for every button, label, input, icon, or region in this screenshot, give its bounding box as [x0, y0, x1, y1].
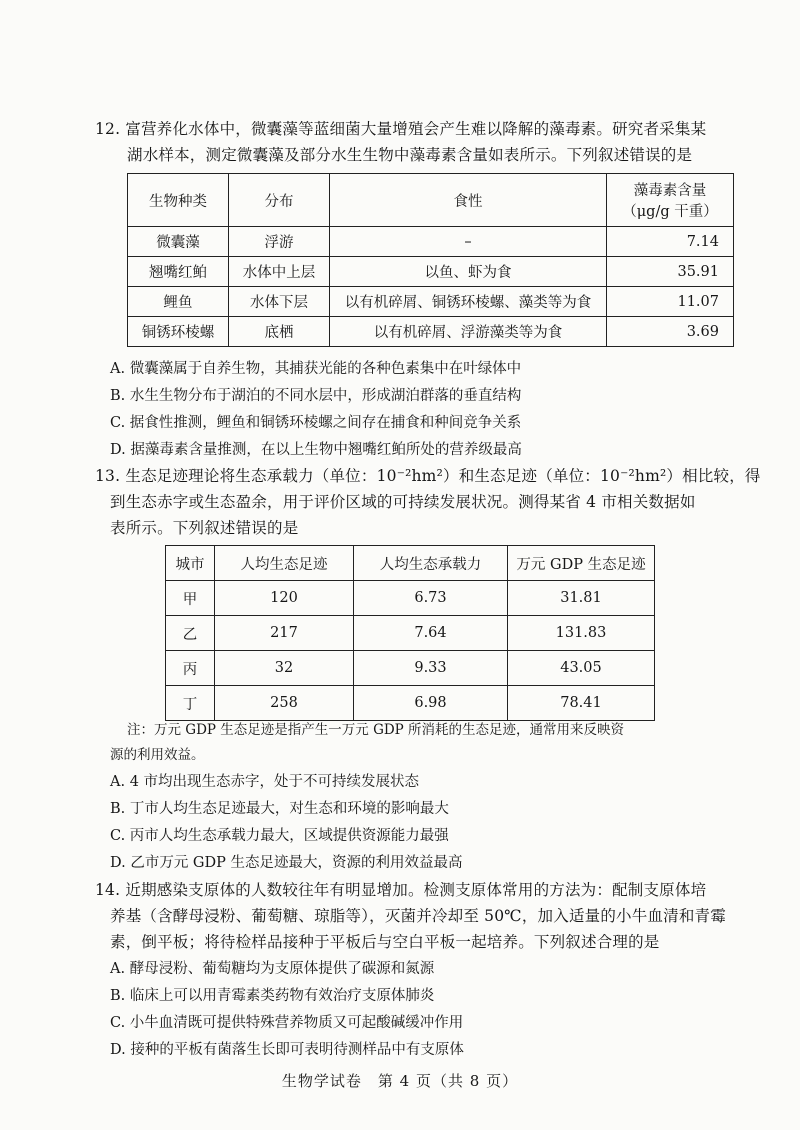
- q12-header-toxin-unit: （μg/g 干重）: [622, 204, 718, 220]
- table-cell: 78.41: [508, 686, 655, 721]
- q12-header-species: 生物种类: [128, 174, 229, 227]
- q13-option-b: B. 丁市人均生态足迹最大，对生态和环境的影响最大: [110, 801, 449, 817]
- q13-stem-line1: 13. 生态足迹理论将生态承载力（单位：10⁻²hm²）和生态足迹（单位：10⁻²hm²）相比较，得: [95, 467, 761, 485]
- q14-stem-line1: 14. 近期感染支原体的人数较往年有明显增加。检测支原体常用的方法为：配制支原体培: [95, 881, 707, 899]
- q13-table: [165, 545, 655, 721]
- table-cell: 丙: [166, 651, 215, 686]
- table-row: [166, 651, 655, 686]
- table-cell: 以有机碎屑、铜锈环棱螺、藻类等为食: [330, 287, 607, 317]
- q14-option-b: B. 临床上可以用青霉素类药物有效治疗支原体肺炎: [110, 988, 435, 1004]
- table-cell: 微囊藻: [128, 227, 229, 257]
- table-cell: 以鱼、虾为食: [330, 257, 607, 287]
- q12-option-c: C. 据食性推测，鲤鱼和铜锈环棱螺之间存在捕食和种间竞争关系: [110, 415, 522, 431]
- q12-stem-line1: 12. 富营养化水体中，微囊藻等蓝细菌大量增殖会产生难以降解的藻毒素。研究者采集某: [95, 120, 707, 138]
- q12-header-toxin-line1: 藻毒素含量: [633, 183, 707, 199]
- table-row: [166, 686, 655, 721]
- q12-header-diet: 食性: [330, 174, 607, 227]
- q12-option-a: A. 微囊藻属于自养生物，其捕获光能的各种色素集中在叶绿体中: [110, 361, 522, 377]
- table-cell: 浮游: [229, 227, 330, 257]
- table-cell: 水体中上层: [229, 257, 330, 287]
- table-cell: 258: [215, 686, 354, 721]
- q12-table: [127, 173, 734, 347]
- q14-option-a: A. 酵母浸粉、葡萄糖均为支原体提供了碳源和氮源: [110, 961, 435, 977]
- table-row: [128, 287, 734, 317]
- q13-option-a: A. 4 市均出现生态赤字，处于不可持续发展状态: [110, 774, 420, 790]
- table-row: [128, 257, 734, 287]
- table-cell: 217: [215, 616, 354, 651]
- q13-header-capacity: 人均生态承载力: [354, 546, 508, 581]
- table-row: [128, 317, 734, 347]
- table-cell: 翘嘴红鲌: [128, 257, 229, 287]
- table-cell: 35.91: [607, 257, 734, 287]
- table-cell: 水体下层: [229, 287, 330, 317]
- q14-stem-line2: 养基（含酵母浸粉、葡萄糖、琼脂等），灭菌并冷却至 50℃，加入适量的小牛血清和青霉: [110, 907, 726, 925]
- table-cell: 32: [215, 651, 354, 686]
- q13-option-d: D. 乙市万元 GDP 生态足迹最大，资源的利用效益最高: [110, 855, 463, 871]
- q12-header-distribution: 分布: [229, 174, 330, 227]
- table-cell: 7.64: [354, 616, 508, 651]
- q13-note-line1: 注：万元 GDP 生态足迹是指产生一万元 GDP 所消耗的生态足迹，通常用来反映资: [127, 722, 625, 738]
- table-cell: 131.83: [508, 616, 655, 651]
- table-cell: 7.14: [607, 227, 734, 257]
- q12-stem-line2: 湖水样本，测定微囊藻及部分水生生物中藻毒素含量如表所示。下列叙述错误的是: [127, 146, 693, 164]
- q12-header-toxin: [607, 174, 734, 227]
- table-cell: –: [330, 227, 607, 257]
- q12-option-b: B. 水生生物分布于湖泊的不同水层中，形成湖泊群落的垂直结构: [110, 388, 522, 404]
- table-cell: 铜锈环棱螺: [128, 317, 229, 347]
- table-cell: 6.98: [354, 686, 508, 721]
- q14-stem-line3: 素，倒平板；将待检样品接种于平板后与空白平板一起培养。下列叙述合理的是: [110, 933, 660, 951]
- table-row: [166, 581, 655, 616]
- table-cell: 丁: [166, 686, 215, 721]
- table-cell: 43.05: [508, 651, 655, 686]
- table-cell: 120: [215, 581, 354, 616]
- q14-option-c: C. 小牛血清既可提供特殊营养物质又可起酸碱缓冲作用: [110, 1015, 464, 1031]
- table-cell: 9.33: [354, 651, 508, 686]
- table-cell: 甲: [166, 581, 215, 616]
- table-row: [166, 616, 655, 651]
- q13-stem-line3: 表所示。下列叙述错误的是: [110, 519, 299, 537]
- table-cell: 底栖: [229, 317, 330, 347]
- q13-header-footprint: 人均生态足迹: [215, 546, 354, 581]
- table-cell: 乙: [166, 616, 215, 651]
- q13-header-city: 城市: [166, 546, 215, 581]
- table-cell: 11.07: [607, 287, 734, 317]
- table-row: [128, 227, 734, 257]
- q13-note-line2: 源的利用效益。: [110, 747, 205, 763]
- q13-header-gdp-footprint: 万元 GDP 生态足迹: [508, 546, 655, 581]
- table-cell: 鲤鱼: [128, 287, 229, 317]
- q13-stem-line2: 到生态赤字或生态盈余，用于评价区域的可持续发展状况。测得某省 4 市相关数据如: [110, 493, 696, 511]
- q12-option-d: D. 据藻毒素含量推测，在以上生物中翘嘴红鲌所处的营养级最高: [110, 442, 522, 458]
- q14-option-d: D. 接种的平板有菌落生长即可表明待测样品中有支原体: [110, 1042, 464, 1058]
- table-cell: 以有机碎屑、浮游藻类等为食: [330, 317, 607, 347]
- table-cell: 6.73: [354, 581, 508, 616]
- q13-option-c: C. 丙市人均生态承载力最大，区域提供资源能力最强: [110, 828, 449, 844]
- table-cell: 3.69: [607, 317, 734, 347]
- page-footer: 生物学试卷 第 4 页（共 8 页）: [281, 1072, 519, 1090]
- table-cell: 31.81: [508, 581, 655, 616]
